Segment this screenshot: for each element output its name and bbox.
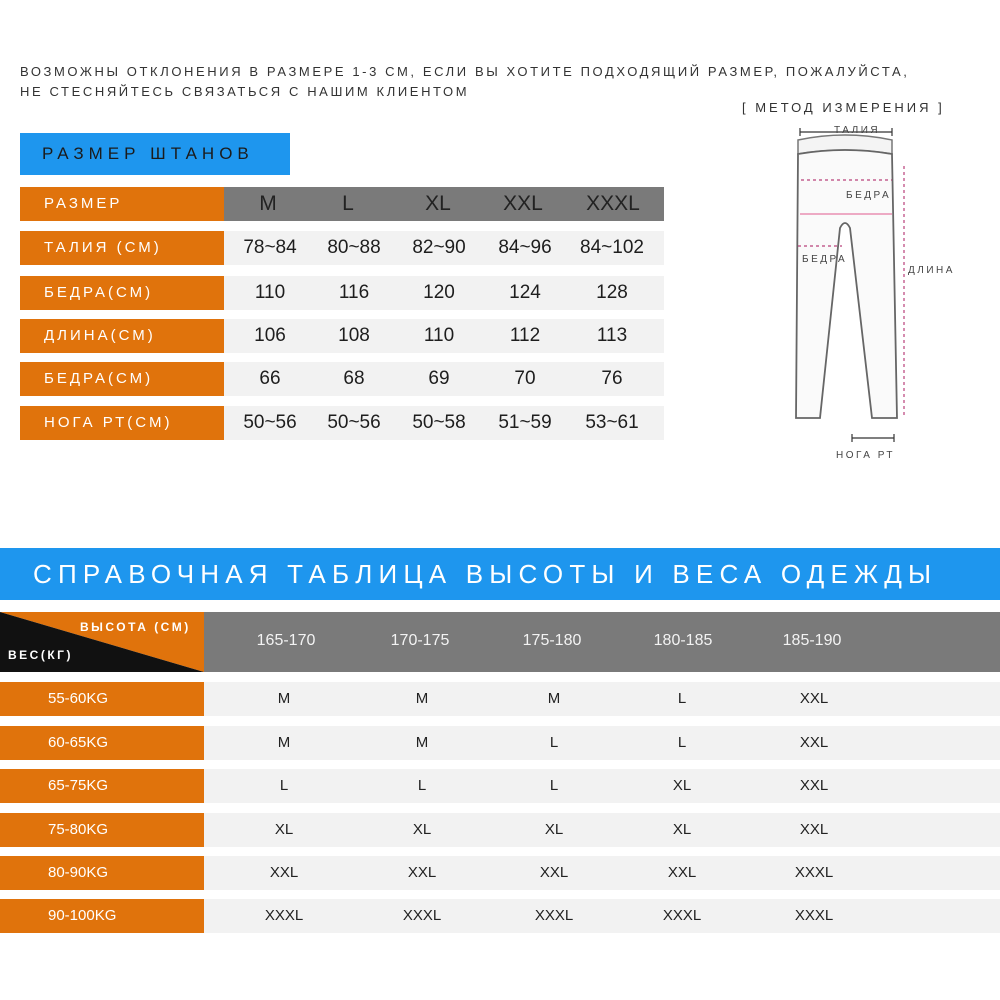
table-cell: 110 <box>254 282 286 303</box>
table-cell: XXL <box>269 864 299 881</box>
size-header-cell: XXL <box>503 192 543 215</box>
table-cell: XXL <box>539 864 569 881</box>
table-cell: 50~56 <box>327 412 381 433</box>
table-cell: M <box>277 690 291 707</box>
table-cell: M <box>415 690 429 707</box>
table-row <box>224 231 664 265</box>
table-cell: XL <box>274 821 294 838</box>
table-cell: L <box>549 734 559 751</box>
table-cell: XL <box>544 821 564 838</box>
table-row <box>224 319 664 353</box>
size-header-cell: XXXL <box>586 192 640 215</box>
table-row <box>204 899 1000 933</box>
measure-label-waist: ТАЛИЯ (СМ) <box>20 231 224 265</box>
table-cell: XXXL <box>534 907 574 924</box>
table-cell: 82~90 <box>412 237 466 258</box>
diagram-label-length: ДЛИНА <box>908 265 955 276</box>
table-cell: 53~61 <box>585 412 639 433</box>
measure-label-length: ДЛИНА(СМ) <box>20 319 224 353</box>
weight-label: 60-65KG <box>0 726 204 760</box>
size-header-cell: M <box>259 192 277 215</box>
measure-label-leg-opening: НОГА РТ(СМ) <box>20 406 224 440</box>
pants-diagram <box>770 118 970 468</box>
measure-label-thigh: БЕДРА(СМ) <box>20 362 224 396</box>
table-cell: XXXL <box>662 907 702 924</box>
table-row <box>224 276 664 310</box>
table-cell: 76 <box>601 368 623 389</box>
size-header-cell: L <box>342 192 354 215</box>
measurement-method-label: [ МЕТОД ИЗМЕРЕНИЯ ] <box>742 100 945 115</box>
height-header-cell: 175-180 <box>522 632 582 649</box>
weight-label: 80-90KG <box>0 856 204 890</box>
table-row <box>224 362 664 396</box>
table-cell: XXXL <box>264 907 304 924</box>
table-cell: L <box>417 777 427 794</box>
diagram-label-hips: БЕДРА <box>846 190 892 201</box>
table-cell: 80~88 <box>327 237 381 258</box>
table-cell: XL <box>672 777 692 794</box>
pants-size-title: РАЗМЕР ШТАНОВ <box>20 133 290 175</box>
pants-outline-icon <box>770 118 970 468</box>
table-cell: 116 <box>338 282 370 303</box>
table-cell: XXL <box>667 864 697 881</box>
table-cell: 84~102 <box>580 237 644 258</box>
size-header-label: РАЗМЕР <box>20 187 224 221</box>
table-cell: XXL <box>799 821 829 838</box>
height-header-cell: 180-185 <box>653 632 713 649</box>
diagram-label-waist: ТАЛИЯ <box>834 125 881 136</box>
table-cell: 70 <box>514 368 536 389</box>
table-row <box>204 769 1000 803</box>
table-cell: 120 <box>423 282 455 303</box>
table-cell: M <box>415 734 429 751</box>
weight-label: 55-60KG <box>0 682 204 716</box>
notice-line-2: НЕ СТЕСНЯЙТЕСЬ СВЯЗАТЬСЯ С НАШИМ КЛИЕНТОМ <box>20 84 470 99</box>
weight-label: 75-80KG <box>0 813 204 847</box>
reference-table-title: СПРАВОЧНАЯ ТАБЛИЦА ВЫСОТЫ И ВЕСА ОДЕЖДЫ <box>0 548 1000 600</box>
table-cell: 68 <box>343 368 365 389</box>
size-header-cell: XL <box>425 192 451 215</box>
weight-axis-label: ВЕС(КГ) <box>8 648 73 662</box>
table-cell: 106 <box>254 325 286 346</box>
table-cell: L <box>279 777 289 794</box>
weight-label: 65-75KG <box>0 769 204 803</box>
table-row <box>204 813 1000 847</box>
table-row <box>204 682 1000 716</box>
table-cell: XXXL <box>794 864 834 881</box>
notice-line-1: ВОЗМОЖНЫ ОТКЛОНЕНИЯ В РАЗМЕРЕ 1-3 СМ, ЕСЛИ ВЫ ХОТИТЕ ПОДХОДЯЩИЙ РАЗМЕР, ПОЖАЛУЙСТА, <box>20 64 910 79</box>
table-cell: 78~84 <box>243 237 297 258</box>
height-axis-label: ВЫСОТА (СМ) <box>80 620 191 634</box>
weight-label: 90-100KG <box>0 899 204 933</box>
height-header-cell: 170-175 <box>390 632 450 649</box>
table-cell: 69 <box>428 368 450 389</box>
table-cell: M <box>277 734 291 751</box>
table-cell: 124 <box>509 282 541 303</box>
measure-label-hips: БЕДРА(СМ) <box>20 276 224 310</box>
table-cell: L <box>677 734 687 751</box>
table-cell: XXL <box>799 777 829 794</box>
table-cell: XXXL <box>402 907 442 924</box>
diagram-label-leg-opening: НОГА РТ <box>836 450 896 461</box>
height-header-cell: 185-190 <box>782 632 842 649</box>
table-cell: XXXL <box>794 907 834 924</box>
table-cell: 108 <box>338 325 370 346</box>
table-row <box>204 856 1000 890</box>
table-cell: XL <box>672 821 692 838</box>
height-header-cell: 165-170 <box>256 632 316 649</box>
table-cell: 113 <box>596 325 628 346</box>
table-cell: 50~56 <box>243 412 297 433</box>
size-header-row <box>224 187 664 221</box>
table-cell: 50~58 <box>412 412 466 433</box>
table-cell: 112 <box>509 325 541 346</box>
diagram-label-thigh: БЕДРА <box>802 254 848 265</box>
table-cell: M <box>547 690 561 707</box>
table-cell: XXL <box>407 864 437 881</box>
table-cell: 84~96 <box>498 237 552 258</box>
table-cell: 51~59 <box>498 412 552 433</box>
reference-corner-header <box>0 612 204 672</box>
table-row <box>224 406 664 440</box>
table-cell: XL <box>412 821 432 838</box>
table-row <box>204 726 1000 760</box>
table-cell: XXL <box>799 734 829 751</box>
table-cell: L <box>677 690 687 707</box>
table-cell: 128 <box>596 282 628 303</box>
table-cell: L <box>549 777 559 794</box>
table-cell: XXL <box>799 690 829 707</box>
table-cell: 110 <box>423 325 455 346</box>
table-cell: 66 <box>259 368 281 389</box>
